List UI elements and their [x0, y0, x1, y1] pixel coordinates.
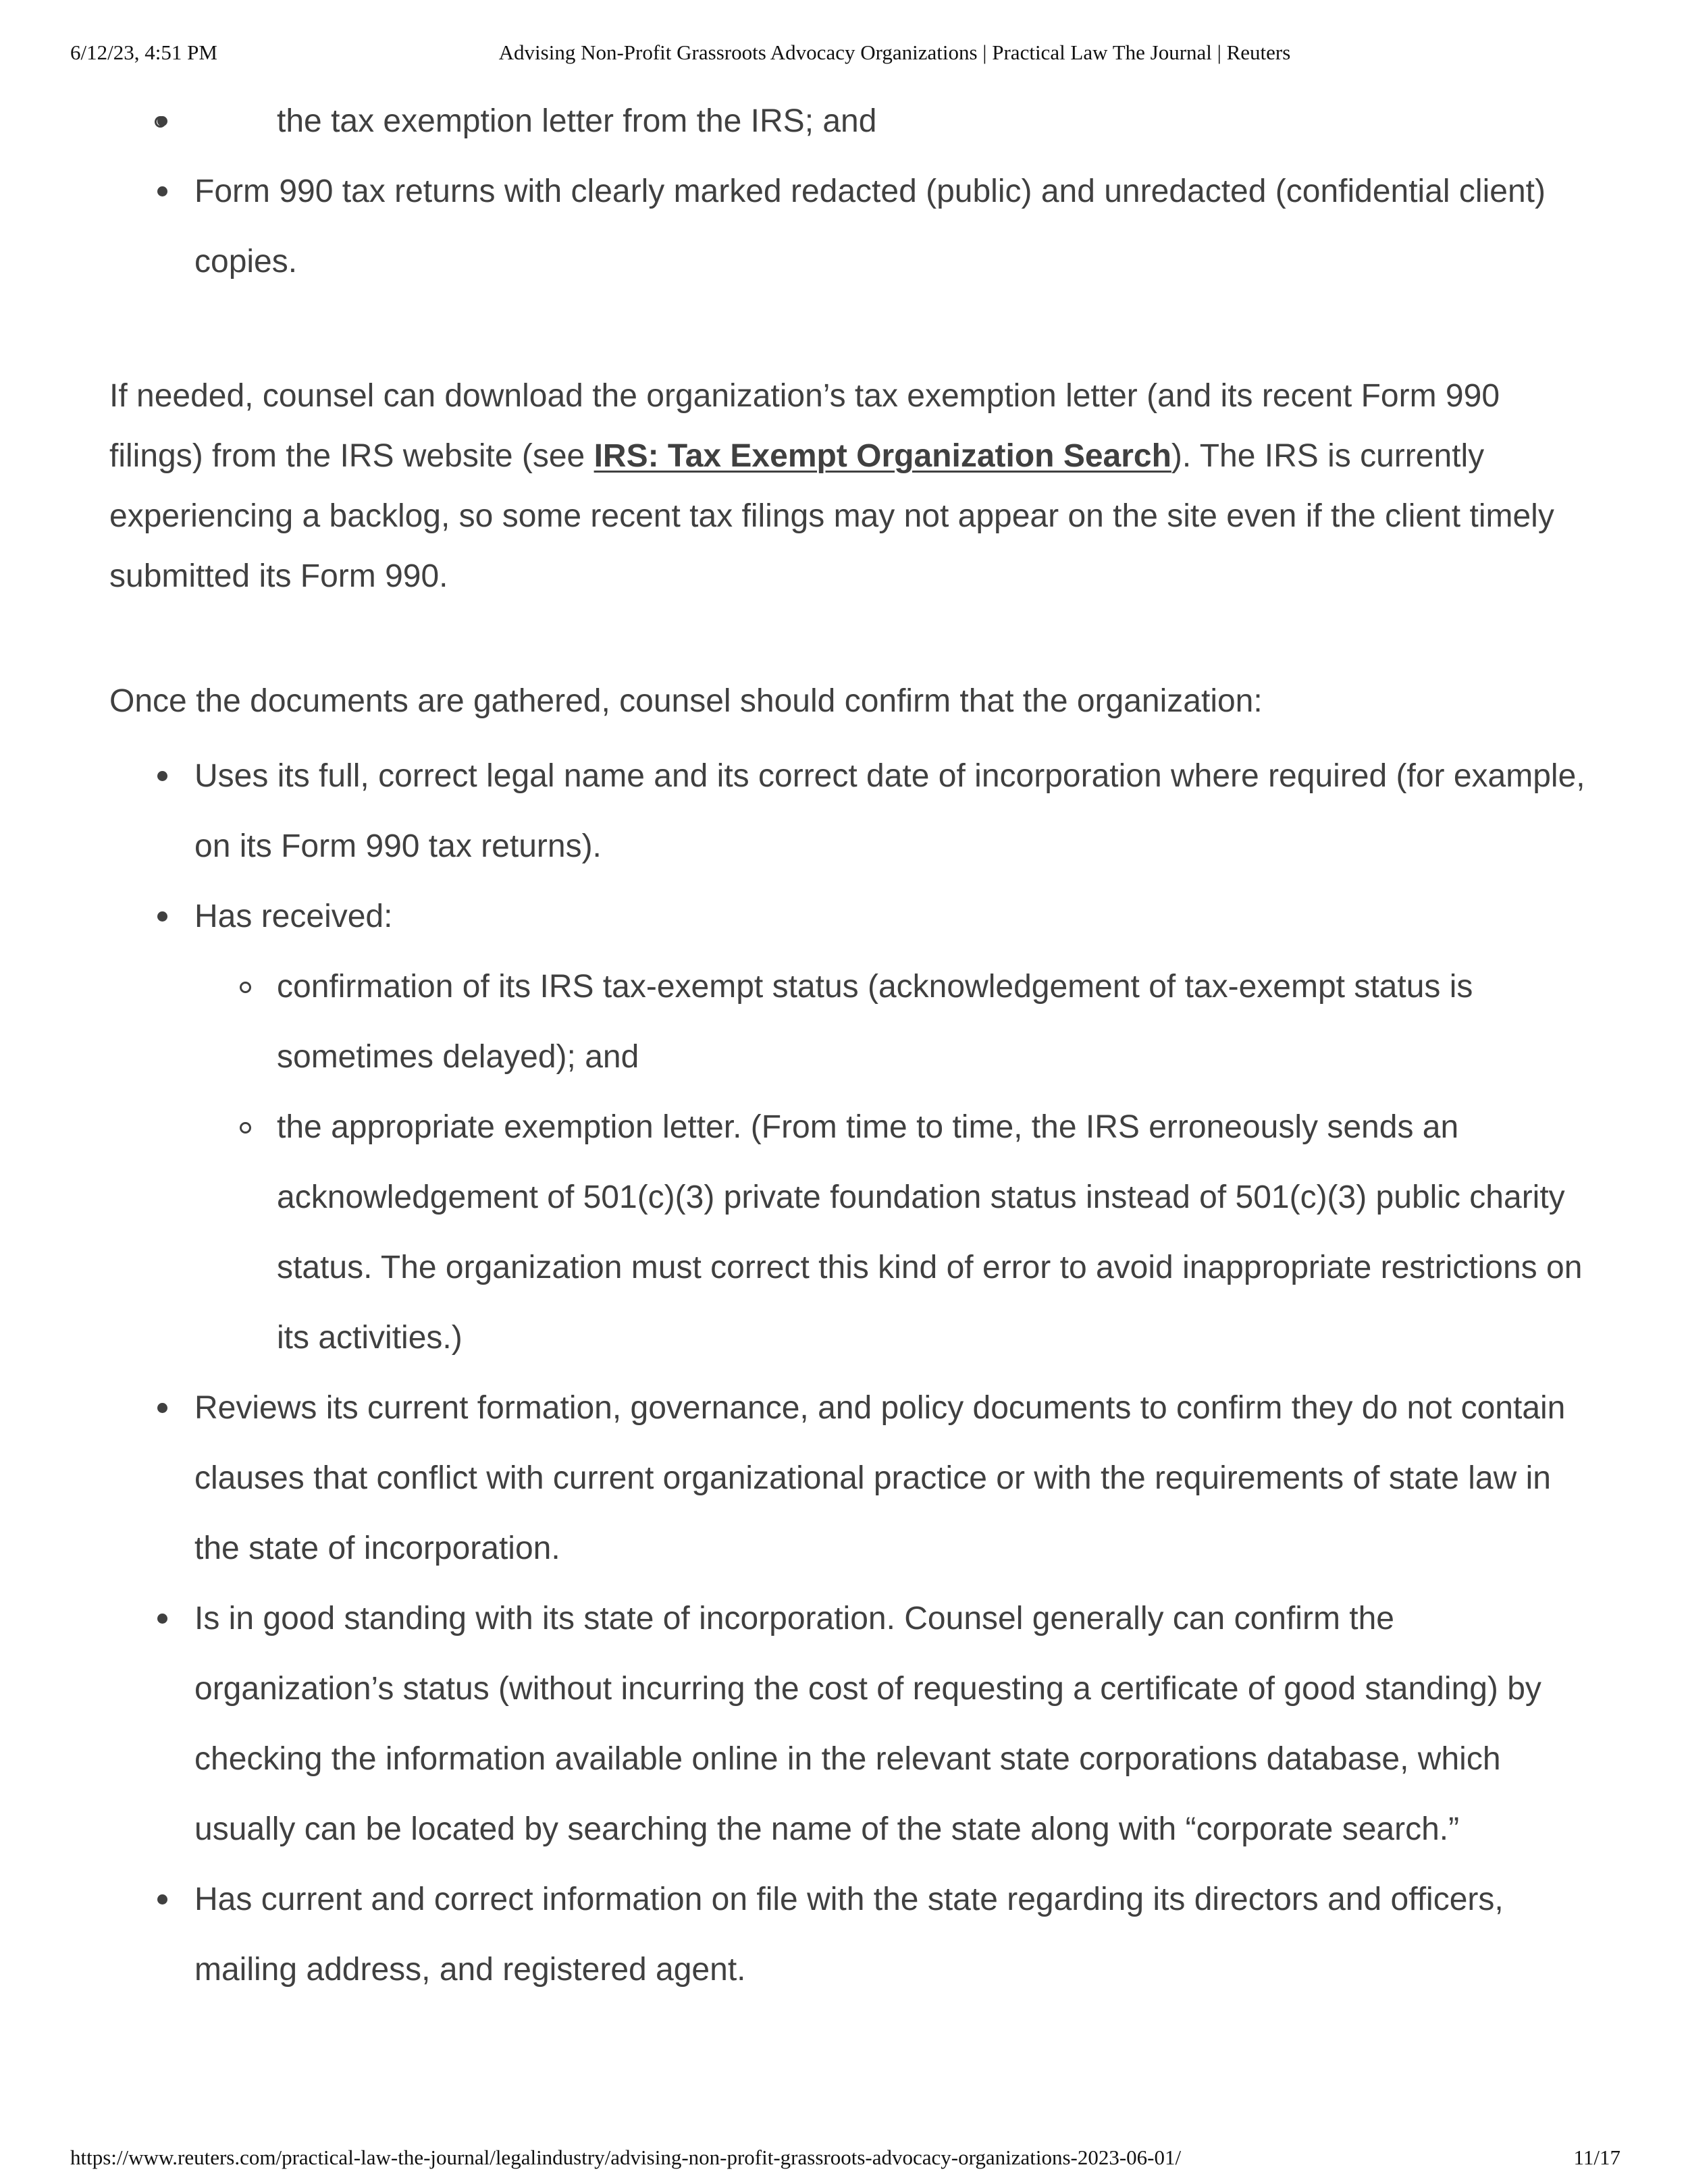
document-list	[109, 86, 1602, 297]
print-footer	[0, 2146, 1688, 2174]
page-number: 11/17	[1573, 2146, 1620, 2169]
sub-list-item: confirmation of its IRS tax-exempt status (acknowledgement of tax-exempt status is sometimes delayed); and	[194, 952, 1602, 1092]
list-item-continued	[109, 86, 1602, 157]
article-body	[109, 86, 1602, 2005]
print-date: 6/12/23, 4:51 PM	[70, 41, 217, 64]
paragraph	[109, 366, 1602, 606]
list-item	[109, 882, 1602, 1373]
sub-list	[109, 86, 1602, 157]
confirm-list	[109, 741, 1602, 2005]
print-url: https://www.reuters.com/practical-law-the-journal/legalindustry/advising-non-profit-grassroots-advocacy-organizations-2023-06-01/	[70, 2146, 1182, 2169]
sub-list-item: the tax exemption letter from the IRS; and	[109, 86, 1602, 157]
print-page-title: Advising Non-Profit Grassroots Advocacy Organizations | Practical Law The Journal | Reuters	[498, 41, 1291, 64]
paragraph: Once the documents are gathered, counsel should confirm that the organization:	[109, 683, 1263, 719]
paragraph-text: If needed, counsel can download the organization’s tax exemption letter (and its recent Form 990 filings) from the IRS website (see	[109, 378, 1500, 474]
paragraph-text: ). The IRS is currently experiencing a backlog, so some recent tax filings may not appear on the site even if the client timely submitted its Form 990.	[109, 438, 1554, 594]
list-item: Has current and correct information on file with the state regarding its directors and officers, mailing address, and registered agent.	[109, 1865, 1602, 2005]
print-header	[0, 41, 1688, 69]
irs-search-link[interactable]: IRS: Tax Exempt Organization Search	[594, 438, 1171, 474]
list-item-text: Has received:	[194, 899, 393, 934]
list-item: Reviews its current formation, governance, and policy documents to confirm they do not contain clauses that conflict with current organizational practice or with the requirements of state law in the state of incorporation.	[109, 1373, 1602, 1584]
list-item: Form 990 tax returns with clearly marked redacted (public) and unredacted (confidential client) copies.	[109, 157, 1602, 297]
list-item: Is in good standing with its state of incorporation. Counsel generally can confirm the organization’s status (without incurring the cost of requesting a certificate of good standing) by checking the information available online in the relevant state corporations database, which usually can be located by searching the name of the state along with “corporate search.”	[109, 1584, 1602, 1865]
list-item: Uses its full, correct legal name and its correct date of incorporation where required (for example, on its Form 990 tax returns).	[109, 741, 1602, 882]
sub-list-item: the appropriate exemption letter. (From time to time, the IRS erroneously sends an acknowledgement of 501(c)(3) private foundation status instead of 501(c)(3) public charity status. The organization must correct this kind of error to avoid inappropriate restrictions on its activities.)	[194, 1092, 1602, 1373]
sub-list	[194, 952, 1602, 1373]
